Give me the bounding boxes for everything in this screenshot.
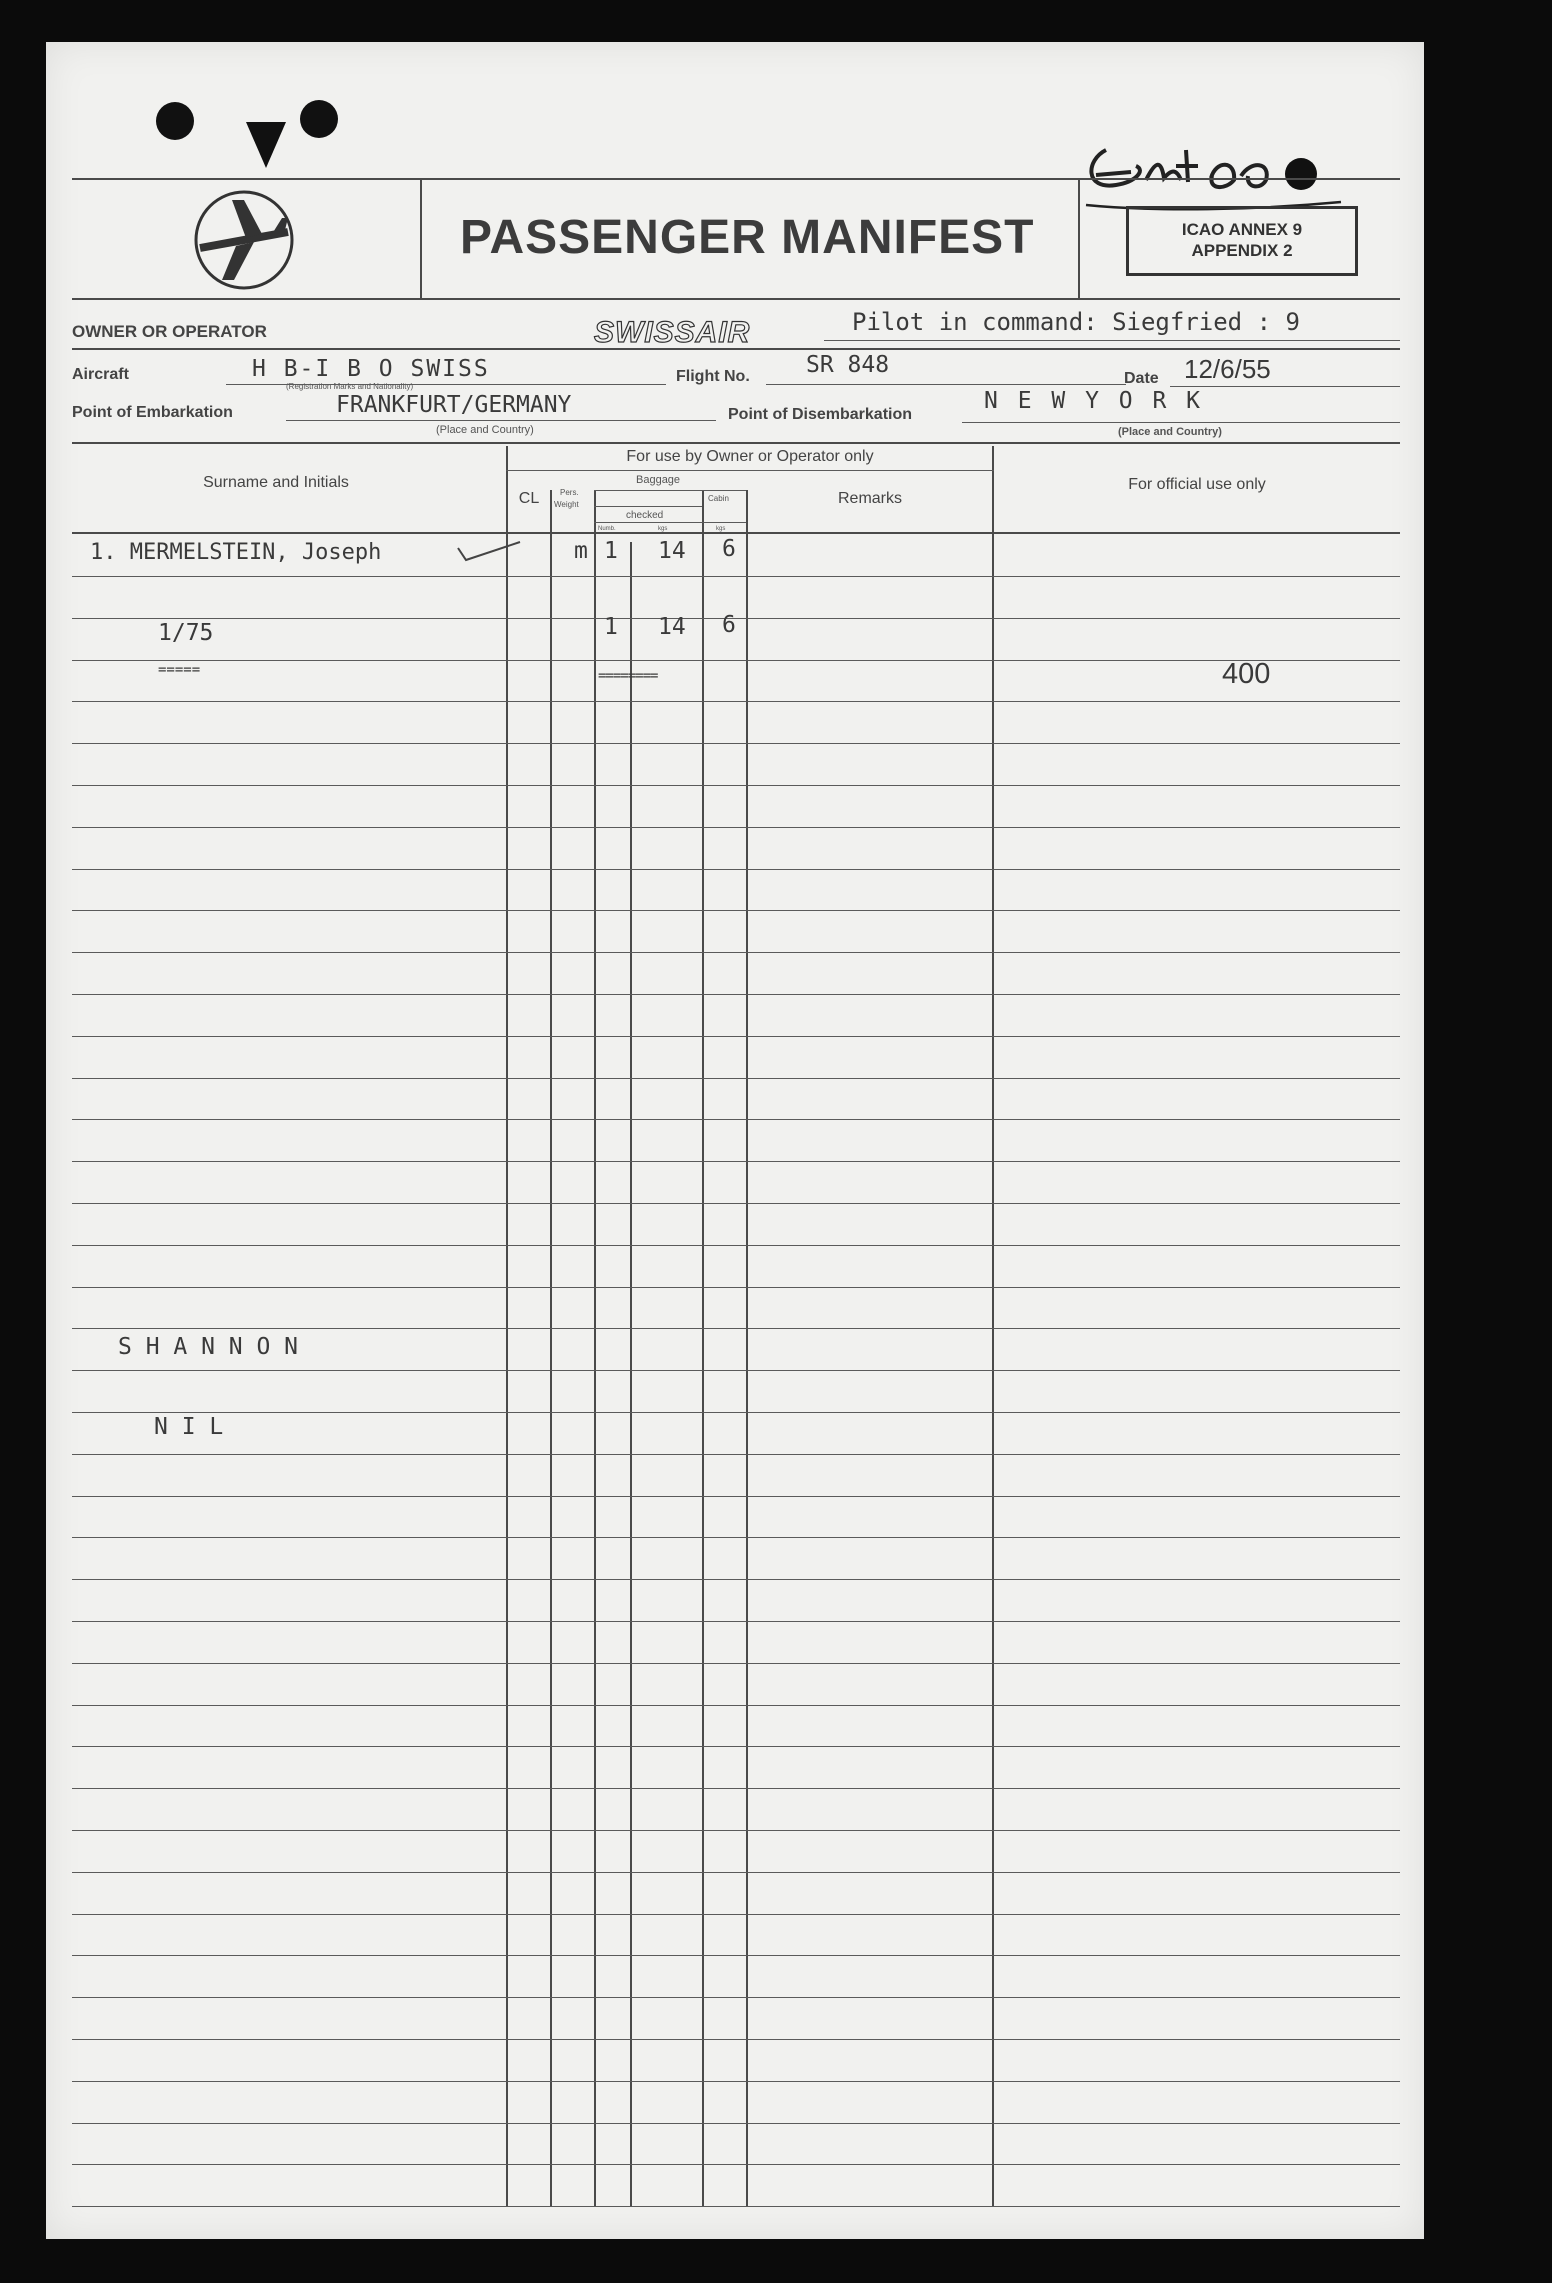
flight-underline bbox=[766, 384, 1126, 385]
baggage-rule bbox=[594, 490, 746, 491]
table-rule-line bbox=[72, 2039, 1400, 2040]
punch-hole-left bbox=[156, 102, 194, 140]
table-rule-line bbox=[72, 952, 1400, 953]
table-rule-line bbox=[72, 1830, 1400, 1831]
cl-header: CL bbox=[518, 490, 540, 507]
table-rule-line bbox=[72, 1078, 1400, 1079]
passenger-class: m bbox=[574, 538, 588, 564]
table-rule-line bbox=[72, 910, 1400, 911]
passenger-name: 1. MERMELSTEIN, Joseph bbox=[90, 540, 382, 565]
stopover-shannon: S H A N N O N bbox=[118, 1334, 299, 1360]
table-rule-line bbox=[72, 1496, 1400, 1497]
checked-kgs-header: kgs bbox=[658, 526, 668, 532]
disembarkation-label: Point of Disembarkation bbox=[728, 406, 913, 423]
totals-checked-kgs: 14 bbox=[658, 614, 686, 640]
table-rule-line bbox=[72, 2081, 1400, 2082]
table-rule-line bbox=[72, 1161, 1400, 1162]
flight-label: Flight No. bbox=[676, 368, 750, 385]
totals-bag-count: 1 bbox=[604, 614, 618, 640]
icao-line-1: ICAO ANNEX 9 bbox=[1181, 220, 1303, 239]
table-rule-line bbox=[72, 1579, 1400, 1580]
col-divider-cl bbox=[550, 490, 552, 2206]
cabin-kgs-header: kgs bbox=[716, 526, 726, 532]
header-divider-left bbox=[420, 178, 422, 300]
table-rule-line bbox=[72, 994, 1400, 995]
totals-label: 1/75 bbox=[158, 620, 214, 646]
pers-weight-header-2: Weight bbox=[554, 500, 579, 509]
table-rule-line bbox=[72, 1705, 1400, 1706]
table-rule-line bbox=[72, 1454, 1400, 1455]
col-divider-surname bbox=[506, 446, 508, 2206]
paper-tear-mark bbox=[246, 122, 286, 168]
table-rule-line bbox=[72, 1997, 1400, 1998]
official-total: 400 bbox=[1222, 658, 1271, 690]
pers-weight-header-1: Pers. bbox=[560, 488, 579, 497]
pilot-in-command: Pilot in command: Siegfried : 9 bbox=[852, 308, 1300, 336]
cabin-header: Cabin bbox=[708, 494, 729, 503]
table-rule-line bbox=[72, 1203, 1400, 1204]
table-rule-line bbox=[72, 869, 1400, 870]
operator-rule bbox=[72, 348, 1400, 350]
aircraft-label: Aircraft bbox=[72, 366, 129, 383]
kgs-rule bbox=[594, 522, 746, 523]
passenger-bag-count: 1 bbox=[604, 538, 618, 564]
place-country-note-2: (Place and Country) bbox=[1118, 426, 1222, 438]
owner-use-rule bbox=[506, 470, 994, 471]
table-rule-line bbox=[72, 2206, 1400, 2207]
table-rule-line bbox=[72, 576, 1400, 577]
check-mark-icon bbox=[454, 538, 524, 568]
manifest-page bbox=[46, 42, 1424, 2239]
totals-column-rule: ======== bbox=[598, 668, 658, 684]
col-divider-official bbox=[992, 446, 994, 2206]
place-country-note-1: (Place and Country) bbox=[436, 424, 534, 436]
table-rule-line bbox=[72, 827, 1400, 828]
disembarkation-value: N E W Y O R K bbox=[984, 388, 1204, 414]
table-rule-line bbox=[72, 701, 1400, 702]
aircraft-underline bbox=[226, 384, 666, 385]
totals-underline: ===== bbox=[158, 662, 201, 678]
table-rule-line bbox=[72, 1036, 1400, 1037]
table-rule-line bbox=[72, 1245, 1400, 1246]
table-rule-line bbox=[72, 1412, 1400, 1413]
disembarkation-underline bbox=[962, 422, 1400, 423]
page-title: PASSENGER MANIFEST bbox=[460, 211, 1035, 264]
col-divider-numb bbox=[630, 542, 632, 2206]
punch-hole-right bbox=[300, 100, 338, 138]
stopover-nil: N I L bbox=[154, 1414, 224, 1440]
icao-line-2: APPENDIX 2 bbox=[1191, 241, 1293, 260]
table-rule-line bbox=[72, 1955, 1400, 1956]
remarks-header: Remarks bbox=[837, 490, 902, 507]
flight-value: SR 848 bbox=[806, 352, 890, 378]
table-rule-line bbox=[72, 1872, 1400, 1873]
date-underline bbox=[1170, 386, 1400, 387]
header-divider-right bbox=[1078, 178, 1080, 300]
table-rule-line bbox=[72, 2123, 1400, 2124]
aircraft-value: H B-I B O SWISS bbox=[252, 356, 490, 382]
registration-note: (Registration Marks and Nationality) bbox=[286, 382, 414, 391]
passenger-checked-kgs: 14 bbox=[658, 538, 686, 564]
icao-reference-box bbox=[1126, 206, 1358, 276]
baggage-header: Baggage bbox=[636, 474, 681, 486]
surname-header: Surname and Initials bbox=[203, 474, 349, 491]
table-rule-line bbox=[72, 785, 1400, 786]
table-rule-line bbox=[72, 618, 1400, 619]
table-rule-line bbox=[72, 2164, 1400, 2165]
embarkation-label: Point of Embarkation bbox=[72, 404, 233, 421]
table-rule-line bbox=[72, 1287, 1400, 1288]
passenger-cabin-kgs: 6 bbox=[722, 536, 736, 562]
table-rule-line bbox=[72, 1119, 1400, 1120]
pilot-underline bbox=[824, 340, 1400, 341]
table-rule-line bbox=[72, 1914, 1400, 1915]
operator-label: OWNER OR OPERATOR bbox=[72, 322, 267, 341]
table-rule-line bbox=[72, 660, 1400, 661]
checked-rule bbox=[594, 506, 702, 507]
table-rule-line bbox=[72, 1663, 1400, 1664]
table-rule-line bbox=[72, 1537, 1400, 1538]
header-row-rule bbox=[72, 532, 1400, 534]
official-header: For official use only bbox=[1128, 476, 1266, 493]
col-divider-cabin bbox=[746, 490, 748, 2206]
owner-use-header: For use by Owner or Operator only bbox=[626, 448, 874, 465]
date-value: 12/6/55 bbox=[1184, 354, 1271, 384]
checked-header: checked bbox=[626, 510, 664, 521]
header-top-rule bbox=[72, 178, 1400, 180]
embarkation-value: FRANKFURT/GERMANY bbox=[336, 392, 572, 418]
header-bottom-rule bbox=[72, 298, 1400, 300]
table-rule-line bbox=[72, 1328, 1400, 1329]
airplane-logo-icon bbox=[192, 188, 296, 292]
date-label: Date bbox=[1124, 370, 1159, 387]
table-rule-line bbox=[72, 743, 1400, 744]
table-rule-line bbox=[72, 1746, 1400, 1747]
table-rule-line bbox=[72, 1370, 1400, 1371]
col-divider-weight bbox=[594, 490, 596, 2206]
operator-name-swissair: SWISSAIR bbox=[594, 316, 751, 349]
col-divider-checked bbox=[702, 490, 704, 2206]
table-rule-line bbox=[72, 1788, 1400, 1789]
table-top-rule bbox=[72, 442, 1400, 444]
embarkation-underline bbox=[286, 420, 716, 421]
table-rule-line bbox=[72, 1621, 1400, 1622]
numb-header: Numb. bbox=[598, 526, 616, 532]
totals-cabin-kgs: 6 bbox=[722, 612, 736, 638]
